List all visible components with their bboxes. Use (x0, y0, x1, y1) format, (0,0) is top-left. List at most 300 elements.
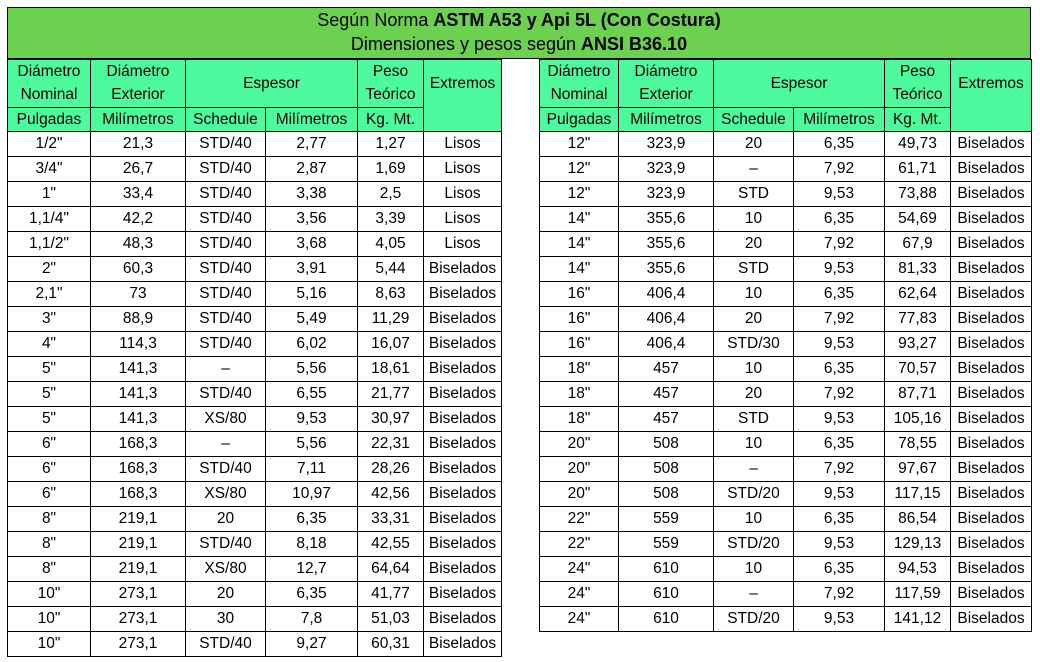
cell-schedule: 10 (714, 432, 794, 457)
cell-diametro-nominal: 24" (540, 607, 619, 632)
cell-diametro-nominal: 14" (540, 257, 619, 282)
table-row (8, 557, 502, 582)
cell-extremos: Biselados (951, 532, 1032, 557)
cell-extremos: Biselados (424, 607, 502, 632)
cell-peso: 42,55 (358, 532, 424, 557)
cell-schedule: STD/20 (714, 607, 794, 632)
table-row (8, 282, 502, 307)
cell-diametro-exterior: 508 (619, 432, 714, 457)
table-row (540, 257, 1032, 282)
cell-diametro-exterior: 610 (619, 582, 714, 607)
header-espesor: Espesor (186, 60, 358, 108)
cell-espesor-mm: 6,35 (794, 357, 885, 382)
cell-espesor-mm: 3,68 (266, 232, 358, 257)
cell-peso: 51,03 (358, 607, 424, 632)
cell-extremos: Biselados (951, 157, 1032, 182)
cell-extremos: Biselados (951, 382, 1032, 407)
header-teorico: Teórico (358, 84, 424, 108)
cell-diametro-exterior: 323,9 (619, 157, 714, 182)
cell-diametro-nominal: 18" (540, 382, 619, 407)
cell-peso: 60,31 (358, 632, 424, 657)
cell-schedule: – (714, 157, 794, 182)
cell-extremos: Lisos (424, 182, 502, 207)
cell-schedule: STD/40 (186, 207, 266, 232)
cell-extremos: Biselados (424, 632, 502, 657)
cell-diametro-exterior: 114,3 (91, 332, 186, 357)
cell-schedule: 20 (714, 382, 794, 407)
cell-diametro-exterior: 406,4 (619, 282, 714, 307)
header-extremos: Extremos (951, 60, 1032, 108)
cell-espesor-mm: 7,92 (794, 457, 885, 482)
cell-peso: 117,59 (885, 582, 951, 607)
cell-extremos: Biselados (951, 182, 1032, 207)
cell-schedule: – (186, 432, 266, 457)
cell-diametro-exterior: 60,3 (91, 257, 186, 282)
cell-extremos: Biselados (951, 482, 1032, 507)
cell-diametro-nominal: 10" (8, 632, 91, 657)
cell-schedule: 20 (186, 582, 266, 607)
cell-extremos: Biselados (951, 307, 1032, 332)
cell-peso: 18,61 (358, 357, 424, 382)
cell-extremos: Biselados (424, 432, 502, 457)
table-row (8, 332, 502, 357)
cell-extremos: Biselados (951, 432, 1032, 457)
cell-extremos: Biselados (951, 132, 1032, 157)
cell-schedule: STD/20 (714, 482, 794, 507)
cell-espesor-mm: 9,53 (794, 407, 885, 432)
table-row (8, 132, 502, 157)
cell-peso: 129,13 (885, 532, 951, 557)
cell-espesor-mm: 9,53 (794, 332, 885, 357)
cell-diametro-exterior: 559 (619, 532, 714, 557)
cell-peso: 87,71 (885, 382, 951, 407)
header-teorico: Teórico (885, 84, 951, 108)
cell-schedule: STD/30 (714, 332, 794, 357)
cell-diametro-nominal: 16" (540, 332, 619, 357)
cell-schedule: STD/40 (186, 132, 266, 157)
cell-diametro-nominal: 22" (540, 532, 619, 557)
cell-espesor-mm: 8,18 (266, 532, 358, 557)
cell-diametro-nominal: 12" (540, 182, 619, 207)
cell-schedule: STD/40 (186, 182, 266, 207)
cell-diametro-exterior: 355,6 (619, 257, 714, 282)
cell-diametro-nominal: 6" (8, 457, 91, 482)
header-milimetros-espesor: Milímetros (794, 108, 885, 132)
cell-diametro-nominal: 8" (8, 532, 91, 557)
cell-diametro-nominal: 5" (8, 382, 91, 407)
cell-peso: 49,73 (885, 132, 951, 157)
cell-espesor-mm: 7,92 (794, 232, 885, 257)
cell-schedule: STD/40 (186, 632, 266, 657)
cell-extremos: Biselados (951, 607, 1032, 632)
table-row (8, 532, 502, 557)
cell-diametro-nominal: 18" (540, 407, 619, 432)
cell-espesor-mm: 6,35 (794, 132, 885, 157)
cell-diametro-exterior: 273,1 (91, 582, 186, 607)
cell-diametro-nominal: 12" (540, 132, 619, 157)
table-row (8, 232, 502, 257)
cell-extremos: Biselados (951, 207, 1032, 232)
cell-peso: 33,31 (358, 507, 424, 532)
cell-diametro-nominal: 16" (540, 307, 619, 332)
cell-schedule: STD/40 (186, 257, 266, 282)
table-row (540, 357, 1032, 382)
cell-peso: 64,64 (358, 557, 424, 582)
cell-diametro-nominal: 2,1" (8, 282, 91, 307)
table-row (8, 382, 502, 407)
cell-diametro-exterior: 610 (619, 557, 714, 582)
cell-peso: 62,64 (885, 282, 951, 307)
table-row (540, 382, 1032, 407)
table-row (540, 532, 1032, 557)
cell-peso: 22,31 (358, 432, 424, 457)
header-schedule: Schedule (714, 108, 794, 132)
cell-peso: 5,44 (358, 257, 424, 282)
header-schedule: Schedule (186, 108, 266, 132)
cell-schedule: 10 (714, 507, 794, 532)
table-row (540, 282, 1032, 307)
gap-column (501, 59, 539, 659)
cell-schedule: 10 (714, 207, 794, 232)
cell-extremos: Biselados (951, 282, 1032, 307)
header-extremos: Extremos (424, 60, 502, 108)
cell-extremos: Biselados (424, 257, 502, 282)
cell-extremos: Lisos (424, 157, 502, 182)
cell-espesor-mm: 7,92 (794, 307, 885, 332)
cell-diametro-exterior: 508 (619, 457, 714, 482)
cell-schedule: STD/40 (186, 282, 266, 307)
cell-espesor-mm: 3,91 (266, 257, 358, 282)
table-row (540, 307, 1032, 332)
table-row (540, 507, 1032, 532)
cell-schedule: 20 (714, 132, 794, 157)
table-row (540, 557, 1032, 582)
cell-diametro-nominal: 1/2" (8, 132, 91, 157)
cell-extremos: Lisos (424, 232, 502, 257)
cell-diametro-exterior: 457 (619, 382, 714, 407)
cell-peso: 11,29 (358, 307, 424, 332)
cell-espesor-mm: 2,87 (266, 157, 358, 182)
header-extremos-blank (424, 108, 502, 132)
table-row (8, 257, 502, 282)
cell-extremos: Biselados (951, 357, 1032, 382)
cell-peso: 141,12 (885, 607, 951, 632)
cell-diametro-nominal: 16" (540, 282, 619, 307)
cell-diametro-exterior: 355,6 (619, 207, 714, 232)
cell-schedule: 10 (714, 557, 794, 582)
table-row (540, 132, 1032, 157)
cell-diametro-exterior: 88,9 (91, 307, 186, 332)
cell-espesor-mm: 6,35 (794, 507, 885, 532)
cell-diametro-nominal: 10" (8, 607, 91, 632)
table-row (8, 507, 502, 532)
cell-peso: 1,69 (358, 157, 424, 182)
cell-diametro-nominal: 6" (8, 482, 91, 507)
table-row (8, 607, 502, 632)
cell-peso: 78,55 (885, 432, 951, 457)
table-row (540, 607, 1032, 632)
cell-diametro-exterior: 42,2 (91, 207, 186, 232)
cell-espesor-mm: 7,11 (266, 457, 358, 482)
header-nominal: Nominal (540, 84, 619, 108)
cell-extremos: Lisos (424, 132, 502, 157)
cell-schedule: XS/80 (186, 557, 266, 582)
title-line-1-prefix: Según Norma (317, 10, 434, 30)
cell-diametro-exterior: 33,4 (91, 182, 186, 207)
table-row (540, 232, 1032, 257)
cell-diametro-nominal: 1" (8, 182, 91, 207)
cell-extremos: Biselados (951, 507, 1032, 532)
cell-diametro-nominal: 20" (540, 457, 619, 482)
right-table-header (540, 60, 1032, 132)
cell-diametro-nominal: 14" (540, 232, 619, 257)
title-line-1-bold: ASTM A53 y Api 5L (Con Costura) (433, 10, 721, 30)
header-kg-mt: Kg. Mt. (358, 108, 424, 132)
table-row (8, 307, 502, 332)
cell-espesor-mm: 3,56 (266, 207, 358, 232)
cell-extremos: Biselados (424, 357, 502, 382)
header-milimetros: Milímetros (91, 108, 186, 132)
cell-diametro-nominal: 3" (8, 307, 91, 332)
cell-extremos: Biselados (424, 557, 502, 582)
table-row (540, 332, 1032, 357)
title-banner (7, 7, 1031, 59)
title-line-2 (8, 32, 1030, 56)
cell-schedule: STD (714, 182, 794, 207)
cell-extremos: Biselados (424, 307, 502, 332)
cell-peso: 70,57 (885, 357, 951, 382)
cell-extremos: Biselados (424, 382, 502, 407)
left-table-body (8, 132, 502, 657)
cell-espesor-mm: 6,35 (794, 557, 885, 582)
cell-espesor-mm: 7,8 (266, 607, 358, 632)
cell-peso: 2,5 (358, 182, 424, 207)
cell-diametro-exterior: 457 (619, 407, 714, 432)
cell-diametro-nominal: 8" (8, 557, 91, 582)
cell-diametro-exterior: 168,3 (91, 457, 186, 482)
cell-diametro-nominal: 12" (540, 157, 619, 182)
cell-extremos: Biselados (424, 407, 502, 432)
cell-espesor-mm: 6,35 (794, 282, 885, 307)
cell-espesor-mm: 5,56 (266, 357, 358, 382)
cell-diametro-exterior: 48,3 (91, 232, 186, 257)
header-diametro-exterior: Diámetro (619, 60, 714, 84)
cell-schedule: STD (714, 407, 794, 432)
cell-diametro-exterior: 219,1 (91, 507, 186, 532)
cell-diametro-exterior: 26,7 (91, 157, 186, 182)
cell-schedule: STD/40 (186, 307, 266, 332)
cell-espesor-mm: 6,35 (794, 207, 885, 232)
cell-extremos: Biselados (424, 332, 502, 357)
cell-espesor-mm: 9,53 (794, 532, 885, 557)
cell-extremos: Biselados (424, 457, 502, 482)
cell-schedule: STD/40 (186, 457, 266, 482)
table-row (540, 157, 1032, 182)
table-row (8, 632, 502, 657)
header-diametro-nominal: Diámetro (540, 60, 619, 84)
cell-diametro-nominal: 20" (540, 432, 619, 457)
cell-schedule: STD/40 (186, 232, 266, 257)
cell-schedule: STD/40 (186, 157, 266, 182)
header-pulgadas: Pulgadas (8, 108, 91, 132)
cell-espesor-mm: 6,35 (794, 432, 885, 457)
cell-schedule: – (714, 457, 794, 482)
cell-espesor-mm: 9,53 (266, 407, 358, 432)
cell-diametro-nominal: 1,1/4" (8, 207, 91, 232)
cell-schedule: STD/40 (186, 382, 266, 407)
cell-diametro-exterior: 21,3 (91, 132, 186, 157)
cell-diametro-exterior: 610 (619, 607, 714, 632)
header-kg-mt: Kg. Mt. (885, 108, 951, 132)
left-table-header (8, 60, 502, 132)
cell-extremos: Biselados (424, 507, 502, 532)
cell-diametro-exterior: 273,1 (91, 632, 186, 657)
cell-peso: 30,97 (358, 407, 424, 432)
table-row (8, 207, 502, 232)
cell-diametro-exterior: 508 (619, 482, 714, 507)
cell-extremos: Biselados (951, 457, 1032, 482)
cell-peso: 21,77 (358, 382, 424, 407)
cell-diametro-exterior: 559 (619, 507, 714, 532)
cell-peso: 117,15 (885, 482, 951, 507)
cell-espesor-mm: 9,53 (794, 607, 885, 632)
cell-diametro-exterior: 273,1 (91, 607, 186, 632)
cell-peso: 1,27 (358, 132, 424, 157)
cell-extremos: Biselados (951, 407, 1032, 432)
cell-espesor-mm: 9,53 (794, 257, 885, 282)
header-pulgadas: Pulgadas (540, 108, 619, 132)
cell-diametro-exterior: 141,3 (91, 357, 186, 382)
cell-espesor-mm: 5,16 (266, 282, 358, 307)
right-table-body (540, 132, 1032, 632)
cell-extremos: Biselados (424, 282, 502, 307)
header-milimetros-espesor: Milímetros (266, 108, 358, 132)
header-exterior: Exterior (619, 84, 714, 108)
cell-peso: 8,63 (358, 282, 424, 307)
cell-schedule: 20 (714, 307, 794, 332)
title-line-1 (8, 8, 1030, 32)
header-nominal: Nominal (8, 84, 91, 108)
cell-extremos: Biselados (951, 582, 1032, 607)
cell-diametro-exterior: 323,9 (619, 132, 714, 157)
header-diametro-nominal: Diámetro (8, 60, 91, 84)
table-row (8, 432, 502, 457)
cell-schedule: 10 (714, 357, 794, 382)
cell-peso: 105,16 (885, 407, 951, 432)
table-row (8, 357, 502, 382)
cell-diametro-exterior: 168,3 (91, 432, 186, 457)
cell-schedule: XS/80 (186, 482, 266, 507)
table-row (540, 582, 1032, 607)
table-row (8, 482, 502, 507)
cell-espesor-mm: 6,35 (266, 507, 358, 532)
cell-diametro-nominal: 4" (8, 332, 91, 357)
cell-espesor-mm: 3,38 (266, 182, 358, 207)
header-extremos-blank (951, 108, 1032, 132)
cell-espesor-mm: 2,77 (266, 132, 358, 157)
right-table (539, 59, 1032, 632)
cell-schedule: XS/80 (186, 407, 266, 432)
cell-peso: 86,54 (885, 507, 951, 532)
cell-espesor-mm: 6,02 (266, 332, 358, 357)
cell-diametro-exterior: 141,3 (91, 382, 186, 407)
cell-diametro-nominal: 14" (540, 207, 619, 232)
cell-espesor-mm: 9,27 (266, 632, 358, 657)
table-row (540, 207, 1032, 232)
table-row (540, 407, 1032, 432)
table-row (8, 457, 502, 482)
cell-diametro-nominal: 2" (8, 257, 91, 282)
cell-peso: 67,9 (885, 232, 951, 257)
cell-diametro-exterior: 219,1 (91, 532, 186, 557)
cell-schedule: STD/40 (186, 332, 266, 357)
cell-espesor-mm: 7,92 (794, 582, 885, 607)
cell-diametro-exterior: 73 (91, 282, 186, 307)
cell-schedule: 30 (186, 607, 266, 632)
cell-diametro-nominal: 20" (540, 482, 619, 507)
title-line-2-bold: ANSI B36.10 (581, 34, 688, 54)
cell-peso: 42,56 (358, 482, 424, 507)
cell-schedule: 10 (714, 282, 794, 307)
cell-diametro-nominal: 22" (540, 507, 619, 532)
cell-diametro-exterior: 168,3 (91, 482, 186, 507)
cell-peso: 81,33 (885, 257, 951, 282)
cell-extremos: Biselados (951, 232, 1032, 257)
header-milimetros: Milímetros (619, 108, 714, 132)
cell-extremos: Biselados (424, 582, 502, 607)
cell-espesor-mm: 7,92 (794, 157, 885, 182)
cell-peso: 97,67 (885, 457, 951, 482)
cell-espesor-mm: 6,35 (266, 582, 358, 607)
cell-diametro-nominal: 3/4" (8, 157, 91, 182)
cell-diametro-nominal: 24" (540, 582, 619, 607)
cell-espesor-mm: 10,97 (266, 482, 358, 507)
table-row (540, 457, 1032, 482)
cell-diametro-nominal: 6" (8, 432, 91, 457)
cell-espesor-mm: 5,49 (266, 307, 358, 332)
cell-peso: 16,07 (358, 332, 424, 357)
table-row (540, 182, 1032, 207)
header-peso: Peso (358, 60, 424, 84)
cell-diametro-exterior: 457 (619, 357, 714, 382)
header-diametro-exterior: Diámetro (91, 60, 186, 84)
cell-peso: 93,27 (885, 332, 951, 357)
table-row (8, 182, 502, 207)
cell-diametro-exterior: 323,9 (619, 182, 714, 207)
header-exterior: Exterior (91, 84, 186, 108)
cell-extremos: Lisos (424, 207, 502, 232)
cell-peso: 73,88 (885, 182, 951, 207)
cell-espesor-mm: 9,53 (794, 182, 885, 207)
table-row (8, 407, 502, 432)
table-row (8, 157, 502, 182)
cell-diametro-exterior: 406,4 (619, 332, 714, 357)
cell-peso: 4,05 (358, 232, 424, 257)
cell-extremos: Biselados (424, 532, 502, 557)
cell-schedule: – (714, 582, 794, 607)
cell-peso: 94,53 (885, 557, 951, 582)
cell-peso: 41,77 (358, 582, 424, 607)
cell-diametro-exterior: 355,6 (619, 232, 714, 257)
header-peso: Peso (885, 60, 951, 84)
cell-peso: 3,39 (358, 207, 424, 232)
cell-espesor-mm: 12,7 (266, 557, 358, 582)
cell-diametro-nominal: 24" (540, 557, 619, 582)
cell-peso: 77,83 (885, 307, 951, 332)
header-espesor: Espesor (714, 60, 885, 108)
cell-peso: 28,26 (358, 457, 424, 482)
cell-espesor-mm: 9,53 (794, 482, 885, 507)
